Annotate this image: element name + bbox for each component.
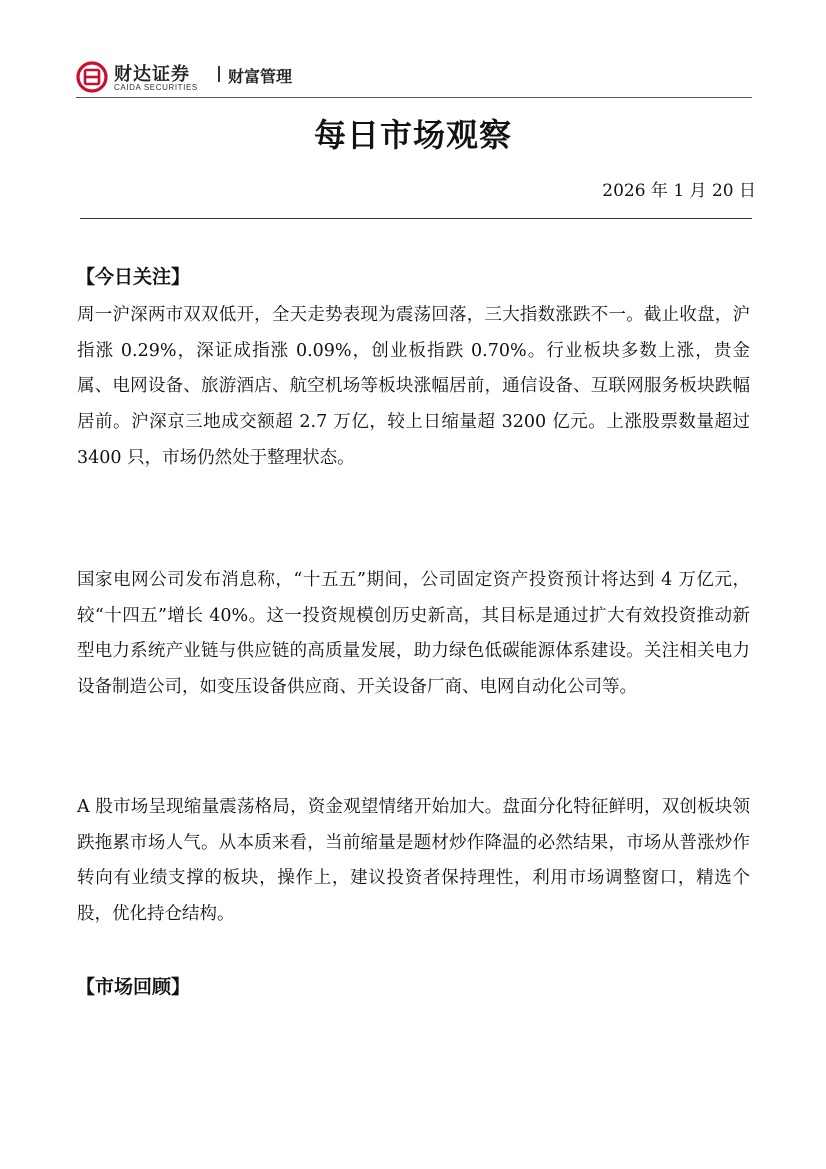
title-rule: [80, 218, 752, 219]
brand-divider: [218, 66, 220, 82]
header-rule: [76, 97, 752, 98]
brand-name-en: CAIDA SECURITIES: [114, 83, 198, 92]
report-header: [76, 58, 752, 98]
report-date: 2026 年 1 月 20 日: [602, 181, 756, 201]
brand-name-cn: 财达证券: [114, 64, 190, 85]
sub-brand: 财富管理: [228, 67, 293, 86]
page-title: 每日市场观察: [313, 116, 512, 154]
section-heading-market-review: 【市场回顾】: [76, 976, 191, 998]
section-heading-today-focus: 【今日关注】: [76, 266, 191, 288]
caida-logo-icon: [76, 61, 108, 93]
paragraph-state-grid-news: 国家电网公司发布消息称，“十五五”期间，公司固定资产投资预计将达到 4 万亿元，较“十四五”增长 40%。这一投资规模创历史新高，其目标是通过扩大有效投资推动新型电力系统产业链与供应链的高质量发展，助力绿色低碳能源体系建设。关注相关电力设备制造公司，如变压设备供应商、开关设备厂商、电网自动化公司等。: [77, 570, 750, 698]
paragraph-strategy: A 股市场呈现缩量震荡格局，资金观望情绪开始加大。盘面分化特征鲜明，双创板块领跌拖累市场人气。从本质来看，当前缩量是题材炒作降温的必然结果，市场从普涨炒作转向有业绩支撑的板块，操作上，建议投资者保持理性，利用市场调整窗口，精选个股，优化持仓结构。: [77, 797, 750, 925]
paragraph-market-summary: 周一沪深两市双双低开，全天走势表现为震荡回落，三大指数涨跌不一。截止收盘，沪指涨 0.29%，深证成指涨 0.09%，创业板指跌 0.70%。行业板块多数上涨，贵金属、电网设备、旅游酒店、航空机场等板块涨幅居前，通信设备、互联网服务板块跌幅居前。沪深京三地成交额超 2.7 万亿，较上日缩量超 3200 亿元。上涨股票数量超过 3400 只，市场仍然处于整理状态。: [77, 305, 750, 468]
